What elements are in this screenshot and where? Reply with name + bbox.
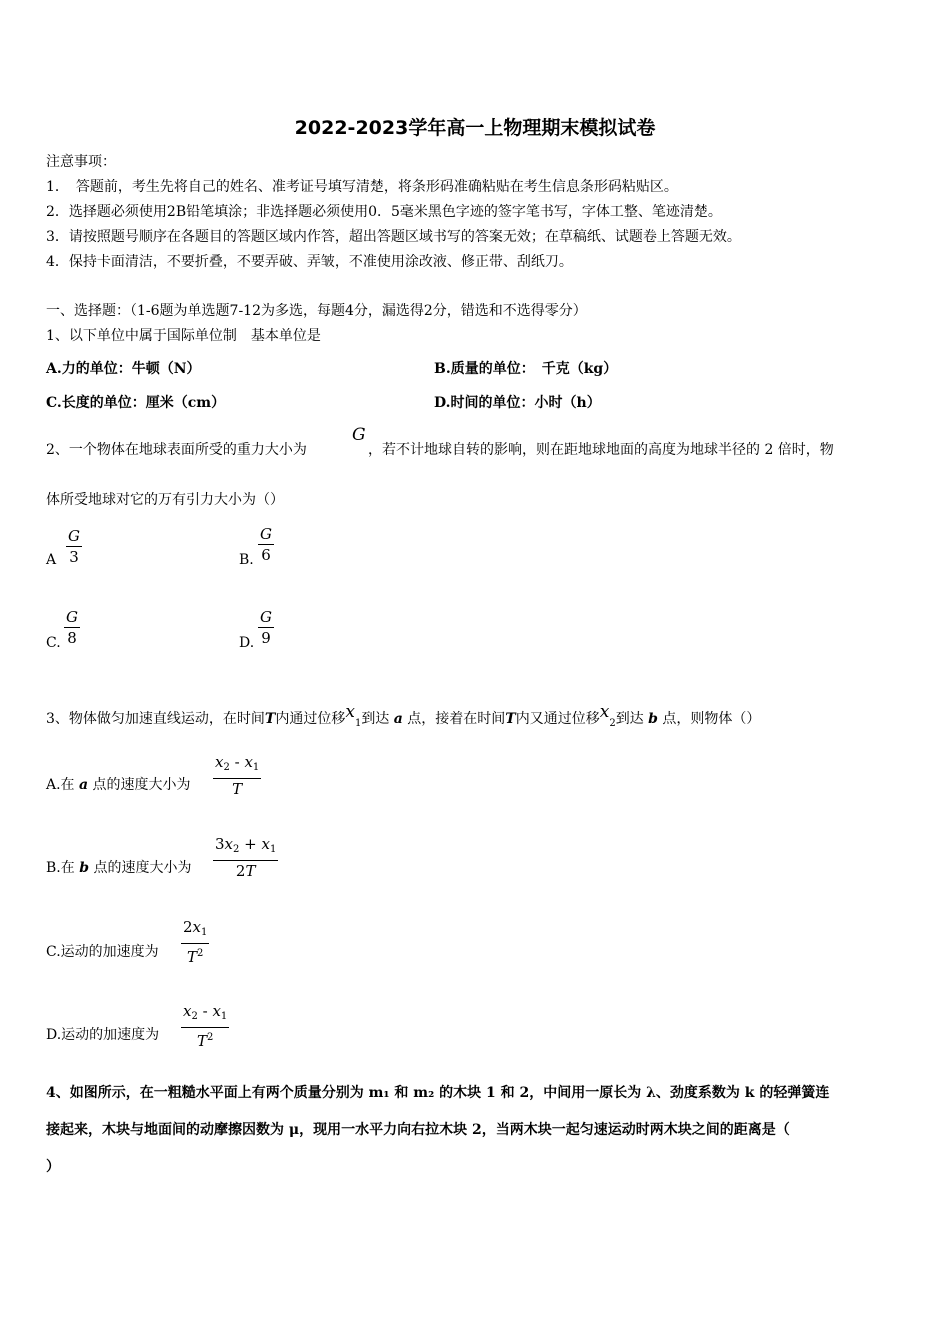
q2-option-d-fraction: G 9: [260, 608, 272, 647]
q1-option-a: A.力的单位：牛顿（N）: [46, 361, 201, 377]
q3-option-c-fraction: $2x_1$ $T^2$: [183, 918, 208, 966]
notice-item-2: 2．选择题必须使用2B铅笔填涂；非选择题必须使用0．5毫米黑色字迹的签字笔书写，字体工整、笔迹清楚。: [46, 204, 722, 220]
q1-stem: 1、以下单位中属于国际单位制 基本单位是: [46, 328, 321, 344]
q3-option-c-text: C.运动的加速度为: [46, 944, 159, 960]
notice-heading: 注意事项：: [46, 154, 116, 170]
section-heading: 一、选择题：（1-6题为单选题7-12为多选，每题4分，漏选得2分，错选和不选得零分）: [46, 303, 587, 319]
q2-option-b-label: B.: [239, 552, 254, 568]
q3-stem: 3、物体做匀加速直线运动，在时间T内通过位移$x_1$到达 a 点，接着在时间T内又通过位移$x_2$到达 b 点，则物体（）: [46, 702, 761, 729]
q2-option-c-label: C.: [46, 635, 61, 651]
q1-option-b: B.质量的单位： 千克（kg）: [434, 361, 618, 377]
q3-option-b-fraction: $3x_2 + x_1$ 2T: [215, 835, 277, 880]
q4-stem-line1: 4、如图所示，在一粗糙水平面上有两个质量分别为 m₁ 和 m₂ 的木块 1 和 2，中间用一原长为 λ、劲度系数为 k 的轻弹簧连: [46, 1085, 830, 1101]
q3-option-d-text: D.运动的加速度为: [46, 1027, 160, 1043]
q4-stem-line2: 接起来，木块与地面间的动摩擦因数为 μ，现用一水平力向右拉木块 2，当两木块一起匀速运动时两木块之间的距离是（: [46, 1122, 790, 1138]
notice-item-1: 1． 答题前，考生先将自己的姓名、准考证号填写清楚，将条形码准确粘贴在考生信息条形码粘贴区。: [46, 179, 678, 195]
q3-option-b-text: B.在 b 点的速度大小为: [46, 860, 192, 876]
page-title: 2022-2023学年高一上物理期末模拟试卷: [294, 117, 656, 139]
q1-option-c: C.长度的单位：厘米（cm）: [46, 395, 226, 411]
q3-option-a-fraction: $x_2 - x_1$ T: [215, 753, 260, 798]
notice-item-4: 4．保持卡面清洁，不要折叠，不要弄破、弄皱，不准使用涂改液、修正带、刮纸刀。: [46, 254, 573, 270]
q2-option-a-label: A: [46, 552, 57, 568]
q2-option-d-label: D.: [239, 635, 255, 651]
q1-option-d: D.时间的单位：小时（h）: [434, 395, 601, 411]
q2-stem-part3: 体所受地球对它的万有引力大小为（）: [46, 492, 284, 508]
q2-option-a-fraction: G 3: [68, 527, 80, 566]
q2-stem-part2: ，若不计地球自转的影响，则在距地球地面的高度为地球半径的 2 倍时，物: [368, 442, 834, 458]
q3-option-a-text: A.在 a 点的速度大小为: [46, 777, 191, 793]
q2-option-c-fraction: G 8: [66, 608, 78, 647]
q3-option-d-fraction: $x_2 - x_1$ $T^2$: [183, 1002, 228, 1050]
q2-stem-part1: 2、一个物体在地球表面所受的重力大小为: [46, 442, 307, 458]
q2-option-b-fraction: G 6: [260, 525, 272, 564]
q2-symbol-g: G: [352, 425, 366, 445]
notice-item-3: 3．请按照题号顺序在各题目的答题区域内作答，超出答题区域书写的答案无效；在草稿纸、试题卷上答题无效。: [46, 229, 741, 245]
q4-stem-line3: ）: [46, 1159, 60, 1175]
